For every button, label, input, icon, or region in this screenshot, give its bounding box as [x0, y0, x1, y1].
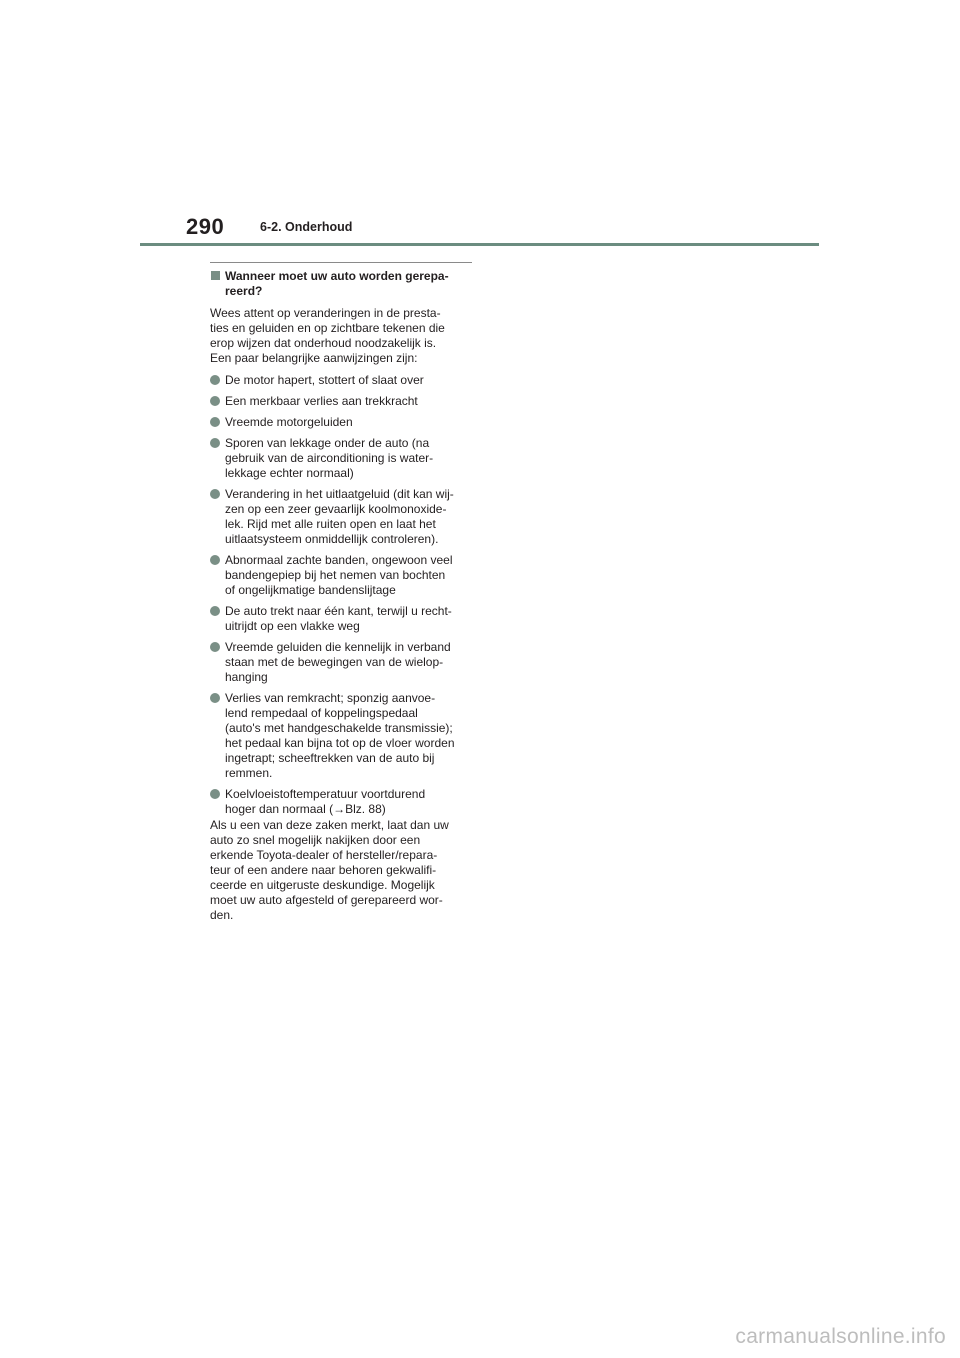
circle-bullet-icon: [210, 396, 220, 406]
list-item: [210, 604, 472, 634]
page-content: [210, 262, 472, 930]
circle-bullet-icon: [210, 555, 220, 565]
circle-bullet-icon: [210, 642, 220, 652]
topic-heading: [210, 269, 472, 299]
circle-bullet-icon: [210, 438, 220, 448]
square-bullet-icon: [211, 271, 220, 280]
closing-paragraph: Als u een van deze zaken merkt, laat dan uw auto zo snel mogelijk nakijken door een erkende Toyota-dealer of hersteller/repara- teur of een andere naar behoren gekwalifi- ceerde en uitgeruste deskundige. Mogelijk moet uw auto afgesteld of gerepareerd wor- den.: [210, 818, 449, 922]
list-item-text: Vreemde motorgeluiden: [225, 415, 353, 429]
intro-paragraph: Wees attent op veranderingen in de presta- ties en geluiden en op zichtbare tekenen die erop wijzen dat onderhoud noodzakelijk is. Een paar belangrijke aanwijzingen zijn:: [210, 306, 445, 365]
list-item-text: Verlies van remkracht; sponzig aanvoe- lend rempedaal of koppelingspedaal (auto's met handgeschakelde transmissie); het pedaal kan bijna tot op de vloer worden ingetrapt; scheeftrekken van de auto bij remmen.: [225, 691, 455, 780]
list-item: [210, 787, 472, 817]
circle-bullet-icon: [210, 693, 220, 703]
list-item-text: Een merkbaar verlies aan trekkracht: [225, 394, 418, 408]
list-item: [210, 553, 472, 598]
list-item-text: Koelvloeistoftemperatuur voortdurend hoger dan normaal (→Blz. 88): [225, 787, 426, 816]
circle-bullet-icon: [210, 789, 220, 799]
list-item-text: De auto trekt naar één kant, terwijl u recht- uitrijdt op een vlakke weg: [225, 604, 452, 633]
symptom-list: [210, 373, 472, 817]
list-item: [210, 436, 472, 481]
header-divider: [140, 243, 819, 246]
topic-title: Wanneer moet uw auto worden gerepa- reerd?: [225, 269, 449, 298]
list-item: [210, 487, 472, 547]
list-item: [210, 373, 472, 388]
list-item-text: Abnormaal zachte banden, ongewoon veel bandengepiep bij het nemen van bochten of ongelijkmatige bandenslijtage: [225, 553, 453, 597]
page-number: 290: [186, 214, 225, 239]
list-item-text: De motor hapert, stottert of slaat over: [225, 373, 424, 387]
list-item-text: Vreemde geluiden die kennelijk in verband staan met de bewegingen van de wielop- hanging: [225, 640, 451, 684]
list-item: [210, 394, 472, 409]
list-item-text: Verandering in het uitlaatgeluid (dit kan wij- zen op een zeer gevaarlijk koolmonoxide- lek. Rijd met alle ruiten open en laat het uitlaatsysteem onmiddellijk controleren).: [225, 487, 454, 546]
section-title: 6-2. Onderhoud: [260, 220, 353, 234]
circle-bullet-icon: [210, 606, 220, 616]
watermark: carmanualsonline.info: [735, 1325, 946, 1348]
circle-bullet-icon: [210, 489, 220, 499]
topic-divider: [210, 262, 472, 263]
list-item: [210, 415, 472, 430]
list-item: [210, 640, 472, 685]
list-item: [210, 691, 472, 781]
circle-bullet-icon: [210, 417, 220, 427]
circle-bullet-icon: [210, 375, 220, 385]
list-item-text: Sporen van lekkage onder de auto (na gebruik van de airconditioning is water- lekkage echter normaal): [225, 436, 434, 480]
